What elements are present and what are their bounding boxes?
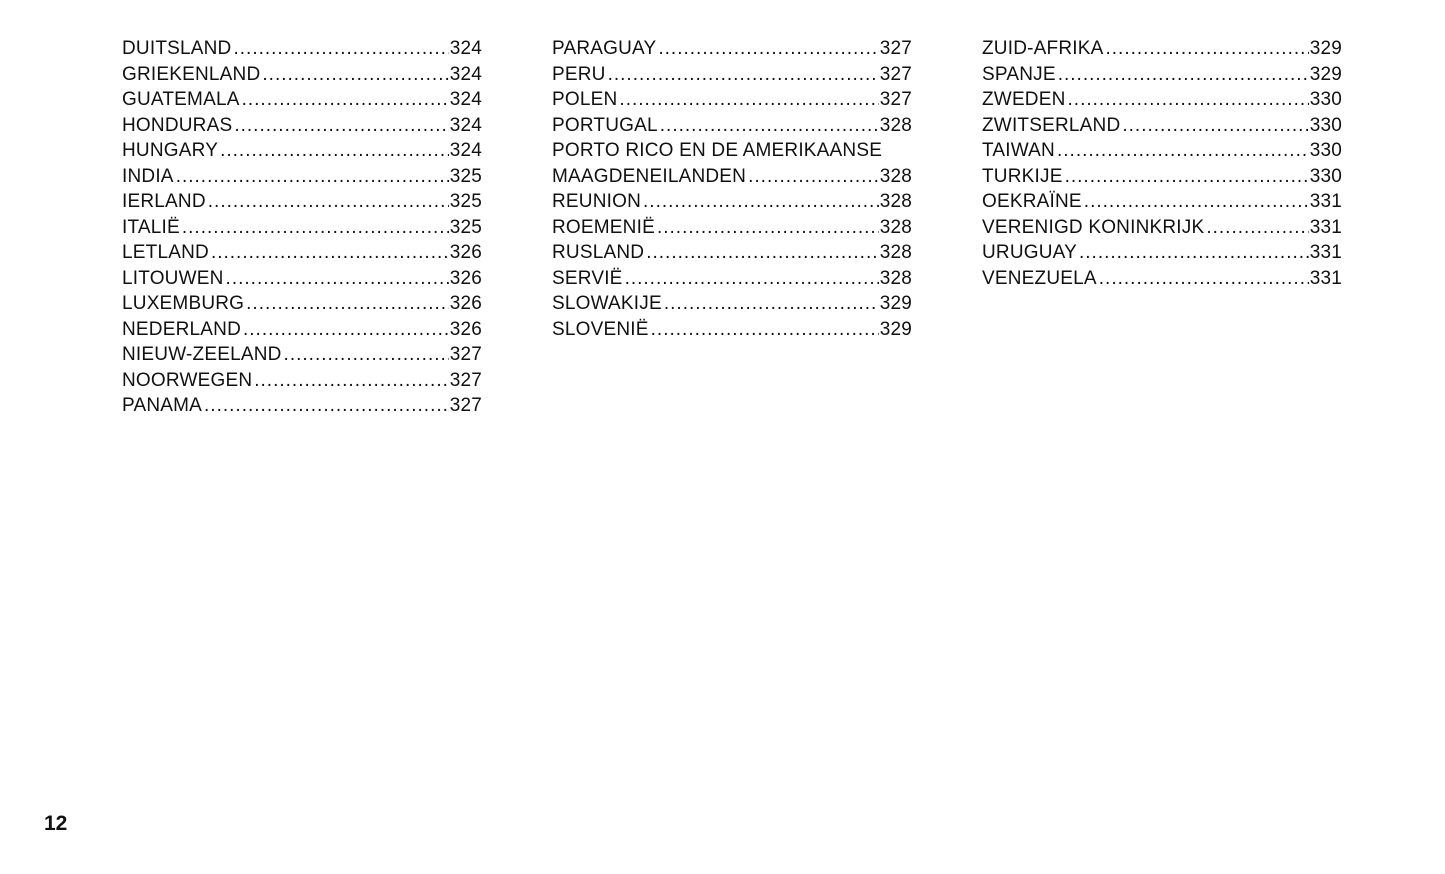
index-entry xyxy=(122,266,482,292)
entry-page: 327 xyxy=(879,38,912,59)
index-entry xyxy=(122,113,482,139)
entry-page: 324 xyxy=(449,63,482,85)
index-entry xyxy=(552,266,912,292)
entry-page: 325 xyxy=(449,216,482,238)
dot-leader xyxy=(1068,87,1309,113)
entry-page: 324 xyxy=(449,114,482,136)
index-entry xyxy=(552,87,912,113)
entry-name: SERVIË xyxy=(552,267,623,289)
dot-leader xyxy=(1065,164,1309,190)
entry-name: NIEUW-ZEELAND xyxy=(122,344,282,365)
entry-page: 326 xyxy=(449,267,482,289)
dot-leader xyxy=(243,317,449,343)
index-entry xyxy=(552,164,912,190)
entry-page: 330 xyxy=(1309,89,1342,110)
entry-name: OEKRAÏNE xyxy=(982,191,1082,212)
dot-leader xyxy=(646,240,878,266)
index-entry xyxy=(122,317,482,343)
entry-name: RUSLAND xyxy=(552,242,645,263)
entry-name: HONDURAS xyxy=(122,114,233,136)
index-entry xyxy=(122,291,482,317)
dot-leader xyxy=(1206,215,1308,241)
dot-leader xyxy=(226,266,449,292)
index-entry xyxy=(982,113,1342,139)
index-entry xyxy=(982,164,1342,190)
index-column-3 xyxy=(982,36,1342,291)
index-entry xyxy=(552,189,912,215)
entry-page: 328 xyxy=(879,216,912,238)
index-entry xyxy=(552,215,912,241)
entry-page: 329 xyxy=(879,293,912,314)
dot-leader xyxy=(246,291,449,317)
dot-leader xyxy=(657,215,879,241)
entry-page: 327 xyxy=(879,63,912,85)
entry-page: 331 xyxy=(1309,191,1342,212)
entry-page: 328 xyxy=(879,165,912,187)
dot-leader xyxy=(748,164,879,190)
entry-name: PORTO RICO EN DE AMERIKAANSE xyxy=(552,140,883,161)
dot-leader xyxy=(1079,240,1309,266)
entry-page: 324 xyxy=(449,38,482,59)
entry-page: 330 xyxy=(1309,140,1342,161)
dot-leader xyxy=(220,138,449,164)
entry-page: 329 xyxy=(1309,63,1342,85)
index-entry xyxy=(552,138,912,164)
dot-leader xyxy=(1058,62,1309,88)
index-entry xyxy=(982,87,1342,113)
entry-page: 328 xyxy=(879,267,912,289)
entry-name: PORTUGAL xyxy=(552,114,658,136)
entry-page: 326 xyxy=(449,293,482,314)
dot-leader xyxy=(660,113,879,139)
dot-leader xyxy=(651,317,879,343)
dot-leader xyxy=(658,36,878,62)
entry-page: 329 xyxy=(879,318,912,340)
index-entry xyxy=(552,291,912,317)
entry-page: 325 xyxy=(449,191,482,212)
entry-name: ITALIË xyxy=(122,216,180,238)
entry-page: 331 xyxy=(1309,216,1342,238)
entry-name: IERLAND xyxy=(122,191,206,212)
dot-leader xyxy=(284,342,449,368)
dot-leader xyxy=(664,291,879,317)
entry-name: URUGUAY xyxy=(982,242,1077,263)
entry-name: GRIEKENLAND xyxy=(122,63,261,85)
entry-name: MAAGDENEILANDEN xyxy=(552,165,747,187)
index-entry xyxy=(982,36,1342,62)
dot-leader xyxy=(1099,266,1309,292)
index-entry xyxy=(122,393,482,419)
entry-page: 329 xyxy=(1309,38,1342,59)
entry-page: 326 xyxy=(449,318,482,340)
entry-page: 330 xyxy=(1309,114,1342,136)
entry-name: ZUID-AFRIKA xyxy=(982,38,1104,59)
index-entry xyxy=(122,215,482,241)
dot-leader xyxy=(233,36,448,62)
index-entry xyxy=(552,62,912,88)
entry-name: ZWITSERLAND xyxy=(982,114,1121,136)
index-entry xyxy=(122,189,482,215)
entry-page: 328 xyxy=(879,242,912,263)
entry-page: 326 xyxy=(449,242,482,263)
entry-name: INDIA xyxy=(122,165,174,187)
entry-name: LITOUWEN xyxy=(122,267,224,289)
dot-leader xyxy=(1105,36,1308,62)
index-entry xyxy=(122,368,482,394)
entry-name: HUNGARY xyxy=(122,140,219,161)
entry-name: NOORWEGEN xyxy=(122,369,253,391)
entry-page: 324 xyxy=(449,140,482,161)
dot-leader xyxy=(1057,138,1309,164)
entry-page: 325 xyxy=(449,165,482,187)
dot-leader xyxy=(254,368,448,394)
index-entry xyxy=(552,36,912,62)
index-entry xyxy=(982,215,1342,241)
entry-name: PERU xyxy=(552,63,606,85)
entry-page: 328 xyxy=(879,191,912,212)
dot-leader xyxy=(208,189,449,215)
entry-page: 324 xyxy=(449,89,482,110)
entry-name: TURKIJE xyxy=(982,165,1063,187)
dot-leader xyxy=(1084,189,1309,215)
entry-page: 331 xyxy=(1309,267,1342,289)
index-entry xyxy=(122,240,482,266)
dot-leader xyxy=(211,240,449,266)
entry-page: 331 xyxy=(1309,242,1342,263)
entry-name: ZWEDEN xyxy=(982,89,1066,110)
index-column-1 xyxy=(122,36,482,419)
entry-name: NEDERLAND xyxy=(122,318,241,340)
page-number: 12 xyxy=(44,812,68,835)
entry-page: 327 xyxy=(879,89,912,110)
entry-name: SLOWAKIJE xyxy=(552,293,662,314)
index-entry xyxy=(982,266,1342,292)
index-entry xyxy=(552,317,912,343)
entry-name: DUITSLAND xyxy=(122,38,232,59)
dot-leader xyxy=(242,87,449,113)
entry-page: 330 xyxy=(1309,165,1342,187)
index-entry xyxy=(122,36,482,62)
index-entry xyxy=(982,240,1342,266)
dot-leader xyxy=(182,215,449,241)
entry-name: LETLAND xyxy=(122,242,209,263)
entry-name: VENEZUELA xyxy=(982,267,1097,289)
entry-name: VERENIGD KONINKRIJK xyxy=(982,216,1205,238)
index-entry xyxy=(122,138,482,164)
index-entry xyxy=(122,342,482,368)
dot-leader xyxy=(619,87,878,113)
dot-leader xyxy=(1122,113,1308,139)
dot-leader xyxy=(643,189,879,215)
dot-leader xyxy=(608,62,879,88)
entry-name: POLEN xyxy=(552,89,618,110)
index-entry xyxy=(122,87,482,113)
dot-leader xyxy=(262,62,448,88)
index-entry xyxy=(982,62,1342,88)
entry-name: PARAGUAY xyxy=(552,38,657,59)
entry-name: TAIWAN xyxy=(982,140,1055,161)
index-entry xyxy=(122,164,482,190)
entry-page: 327 xyxy=(449,369,482,391)
entry-name: REUNION xyxy=(552,191,642,212)
dot-leader xyxy=(176,164,449,190)
entry-name: SPANJE xyxy=(982,63,1056,85)
index-entry xyxy=(552,240,912,266)
entry-name: SLOVENIË xyxy=(552,318,649,340)
index-entry xyxy=(552,113,912,139)
index-entry xyxy=(122,62,482,88)
index-entry xyxy=(982,138,1342,164)
entry-name: GUATEMALA xyxy=(122,89,240,110)
entry-name: LUXEMBURG xyxy=(122,293,245,314)
entry-page: 327 xyxy=(449,395,482,416)
entry-name: ROEMENIË xyxy=(552,216,655,238)
dot-leader xyxy=(625,266,879,292)
dot-leader xyxy=(234,113,448,139)
index-entry xyxy=(982,189,1342,215)
index-column-2 xyxy=(552,36,912,342)
entry-page: 327 xyxy=(449,344,482,365)
entry-name: PANAMA xyxy=(122,395,203,416)
entry-page: 328 xyxy=(879,114,912,136)
dot-leader xyxy=(204,393,449,419)
